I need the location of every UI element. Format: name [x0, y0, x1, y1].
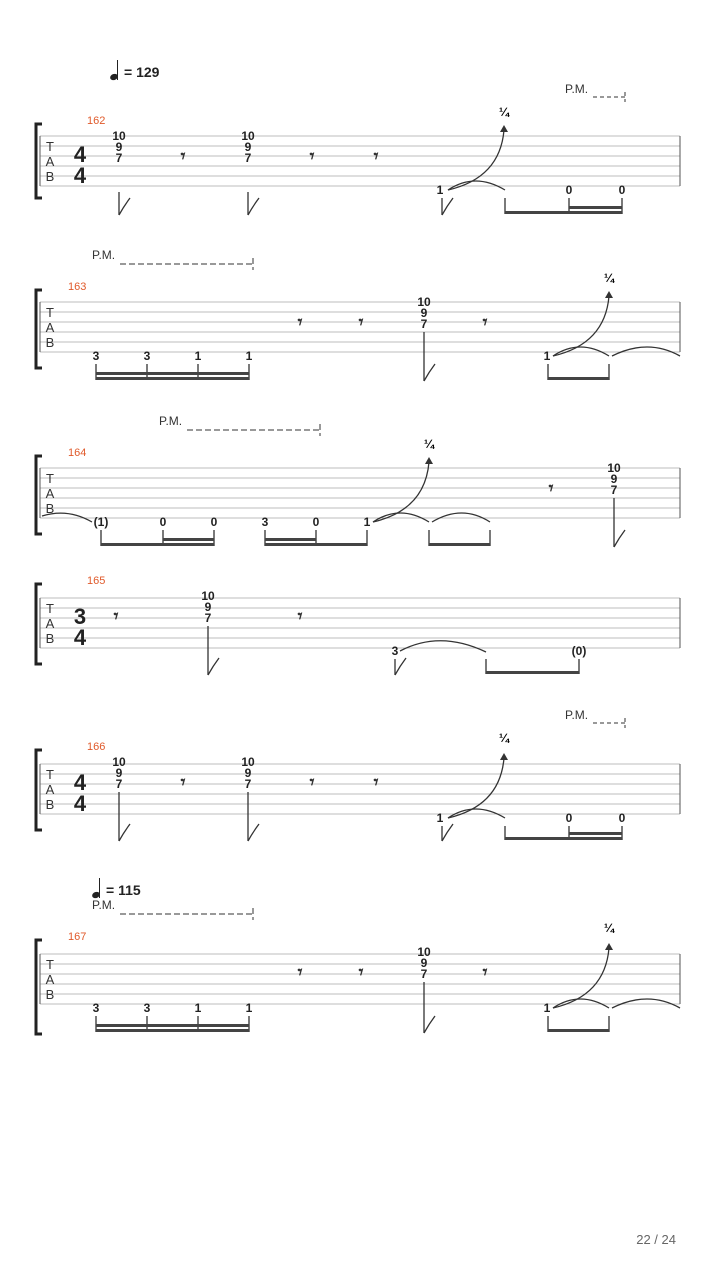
- svg-text:7: 7: [115, 777, 123, 791]
- tab-letter-a: A: [45, 154, 55, 169]
- svg-text:0: 0: [210, 515, 218, 529]
- svg-text:9: 9: [115, 766, 123, 780]
- svg-text:3: 3: [143, 349, 151, 363]
- system-measure-165: [0, 560, 720, 690]
- svg-text:1: 1: [543, 1001, 551, 1015]
- svg-text:A: A: [45, 320, 55, 335]
- svg-text:0: 0: [565, 811, 573, 825]
- svg-text:4: 4: [73, 791, 87, 816]
- svg-text:9: 9: [420, 306, 428, 320]
- svg-text:3: 3: [92, 1001, 100, 1015]
- time-sig-bottom: 4: [73, 163, 87, 188]
- svg-text:𝄾: 𝄾: [309, 146, 315, 166]
- svg-text:3: 3: [261, 515, 269, 529]
- svg-text:B: B: [45, 501, 55, 516]
- svg-text:𝄾: 𝄾: [297, 962, 303, 982]
- svg-text:10: 10: [417, 945, 431, 959]
- svg-text:¼: ¼: [603, 271, 615, 285]
- tab-staff: [0, 246, 720, 386]
- measure-number: 162: [87, 115, 106, 127]
- svg-text:B: B: [45, 797, 55, 812]
- palm-mute-label: P.M.: [565, 708, 589, 722]
- tab-letter-t: T: [46, 139, 54, 154]
- eighth-rests: [298, 962, 488, 982]
- svg-text:A: A: [45, 616, 55, 631]
- measure-number: 163: [68, 281, 87, 293]
- svg-text:9: 9: [420, 956, 428, 970]
- tab-staff: [0, 560, 720, 690]
- svg-text:3: 3: [73, 604, 87, 629]
- palm-mute-label: P.M.: [92, 248, 116, 262]
- svg-text:(1): (1): [93, 515, 109, 529]
- page-number: 22 / 24: [636, 1232, 676, 1247]
- fret-number: 7: [244, 151, 252, 165]
- svg-text:T: T: [46, 471, 54, 486]
- svg-text:3: 3: [143, 1001, 151, 1015]
- system-measure-167: [0, 896, 720, 1046]
- svg-text:1: 1: [543, 349, 551, 363]
- svg-text:¼: ¼: [603, 921, 615, 935]
- system-measure-162: [0, 80, 720, 220]
- svg-text:𝄾: 𝄾: [482, 962, 488, 982]
- svg-text:10: 10: [607, 461, 621, 475]
- eighth-rests: [181, 772, 379, 792]
- svg-text:B: B: [45, 987, 55, 1002]
- measure-number: 165: [87, 575, 106, 587]
- fret-number: 10: [241, 129, 255, 143]
- measure-number: 166: [87, 741, 106, 753]
- svg-text:T: T: [46, 767, 54, 782]
- svg-text:𝄾: 𝄾: [358, 312, 364, 332]
- fret-number: 0: [565, 183, 573, 197]
- svg-text:1: 1: [363, 515, 371, 529]
- svg-text:𝄾: 𝄾: [373, 772, 379, 792]
- svg-text:𝄾: 𝄾: [482, 312, 488, 332]
- svg-text:9: 9: [244, 766, 252, 780]
- svg-text:0: 0: [312, 515, 320, 529]
- svg-text:B: B: [45, 631, 55, 646]
- tab-staff: [0, 706, 720, 846]
- svg-text:¼: ¼: [498, 731, 510, 745]
- svg-text:7: 7: [204, 611, 212, 625]
- palm-mute-label: P.M.: [565, 82, 589, 96]
- fret-number: 7: [115, 151, 123, 165]
- svg-text:7: 7: [244, 777, 252, 791]
- tab-staff: [0, 896, 720, 1046]
- fret-number: 10: [112, 129, 126, 143]
- svg-text:𝄾: 𝄾: [180, 772, 186, 792]
- quarter-bend-label: ¼: [498, 105, 510, 119]
- svg-text:T: T: [46, 601, 54, 616]
- svg-text:𝄾: 𝄾: [358, 962, 364, 982]
- svg-text:𝄾: 𝄾: [113, 606, 119, 626]
- svg-text:1: 1: [194, 1001, 202, 1015]
- svg-text:10: 10: [112, 755, 126, 769]
- svg-text:3: 3: [92, 349, 100, 363]
- time-sig-top: 4: [73, 142, 87, 167]
- svg-text:𝄾: 𝄾: [309, 772, 315, 792]
- svg-text:𝄾: 𝄾: [373, 146, 379, 166]
- tab-staff: [0, 80, 720, 220]
- svg-text:¼: ¼: [423, 437, 435, 451]
- svg-text:10: 10: [241, 755, 255, 769]
- svg-text:9: 9: [204, 600, 212, 614]
- tempo-marking-129: = 129: [110, 60, 159, 80]
- svg-text:A: A: [45, 782, 55, 797]
- svg-text:0: 0: [618, 811, 626, 825]
- svg-text:𝄾: 𝄾: [297, 606, 303, 626]
- measure-number: 164: [68, 447, 87, 459]
- svg-text:A: A: [45, 972, 55, 987]
- fret-number: 1: [436, 183, 444, 197]
- svg-text:A: A: [45, 486, 55, 501]
- eighth-rests: [549, 478, 554, 498]
- measure-number: 167: [68, 931, 87, 943]
- svg-text:𝄾: 𝄾: [180, 146, 186, 166]
- svg-text:10: 10: [201, 589, 215, 603]
- svg-text:T: T: [46, 305, 54, 320]
- svg-text:7: 7: [420, 967, 428, 981]
- svg-text:1: 1: [245, 1001, 253, 1015]
- system-measure-164: [0, 412, 720, 552]
- system-measure-163: [0, 246, 720, 386]
- svg-text:(0): (0): [571, 644, 587, 658]
- fret-number: 0: [618, 183, 626, 197]
- tab-letter-b: B: [45, 169, 55, 184]
- tempo-marking-115: = 115: [92, 878, 141, 898]
- svg-text:𝄾: 𝄾: [548, 478, 554, 498]
- svg-text:7: 7: [420, 317, 428, 331]
- svg-text:9: 9: [610, 472, 618, 486]
- svg-text:3: 3: [391, 644, 399, 658]
- svg-text:0: 0: [159, 515, 167, 529]
- palm-mute-label: P.M.: [92, 898, 116, 912]
- system-measure-166: [0, 706, 720, 846]
- svg-text:1: 1: [436, 811, 444, 825]
- svg-text:T: T: [46, 957, 54, 972]
- svg-text:7: 7: [610, 483, 618, 497]
- svg-text:𝄾: 𝄾: [297, 312, 303, 332]
- svg-text:4: 4: [73, 625, 87, 650]
- svg-text:1: 1: [245, 349, 253, 363]
- svg-text:10: 10: [417, 295, 431, 309]
- palm-mute-label: P.M.: [159, 414, 183, 428]
- tab-staff: [0, 412, 720, 552]
- svg-text:1: 1: [194, 349, 202, 363]
- fret-number: 9: [115, 140, 123, 154]
- svg-text:4: 4: [73, 770, 87, 795]
- svg-text:B: B: [45, 335, 55, 350]
- fret-number: 9: [244, 140, 252, 154]
